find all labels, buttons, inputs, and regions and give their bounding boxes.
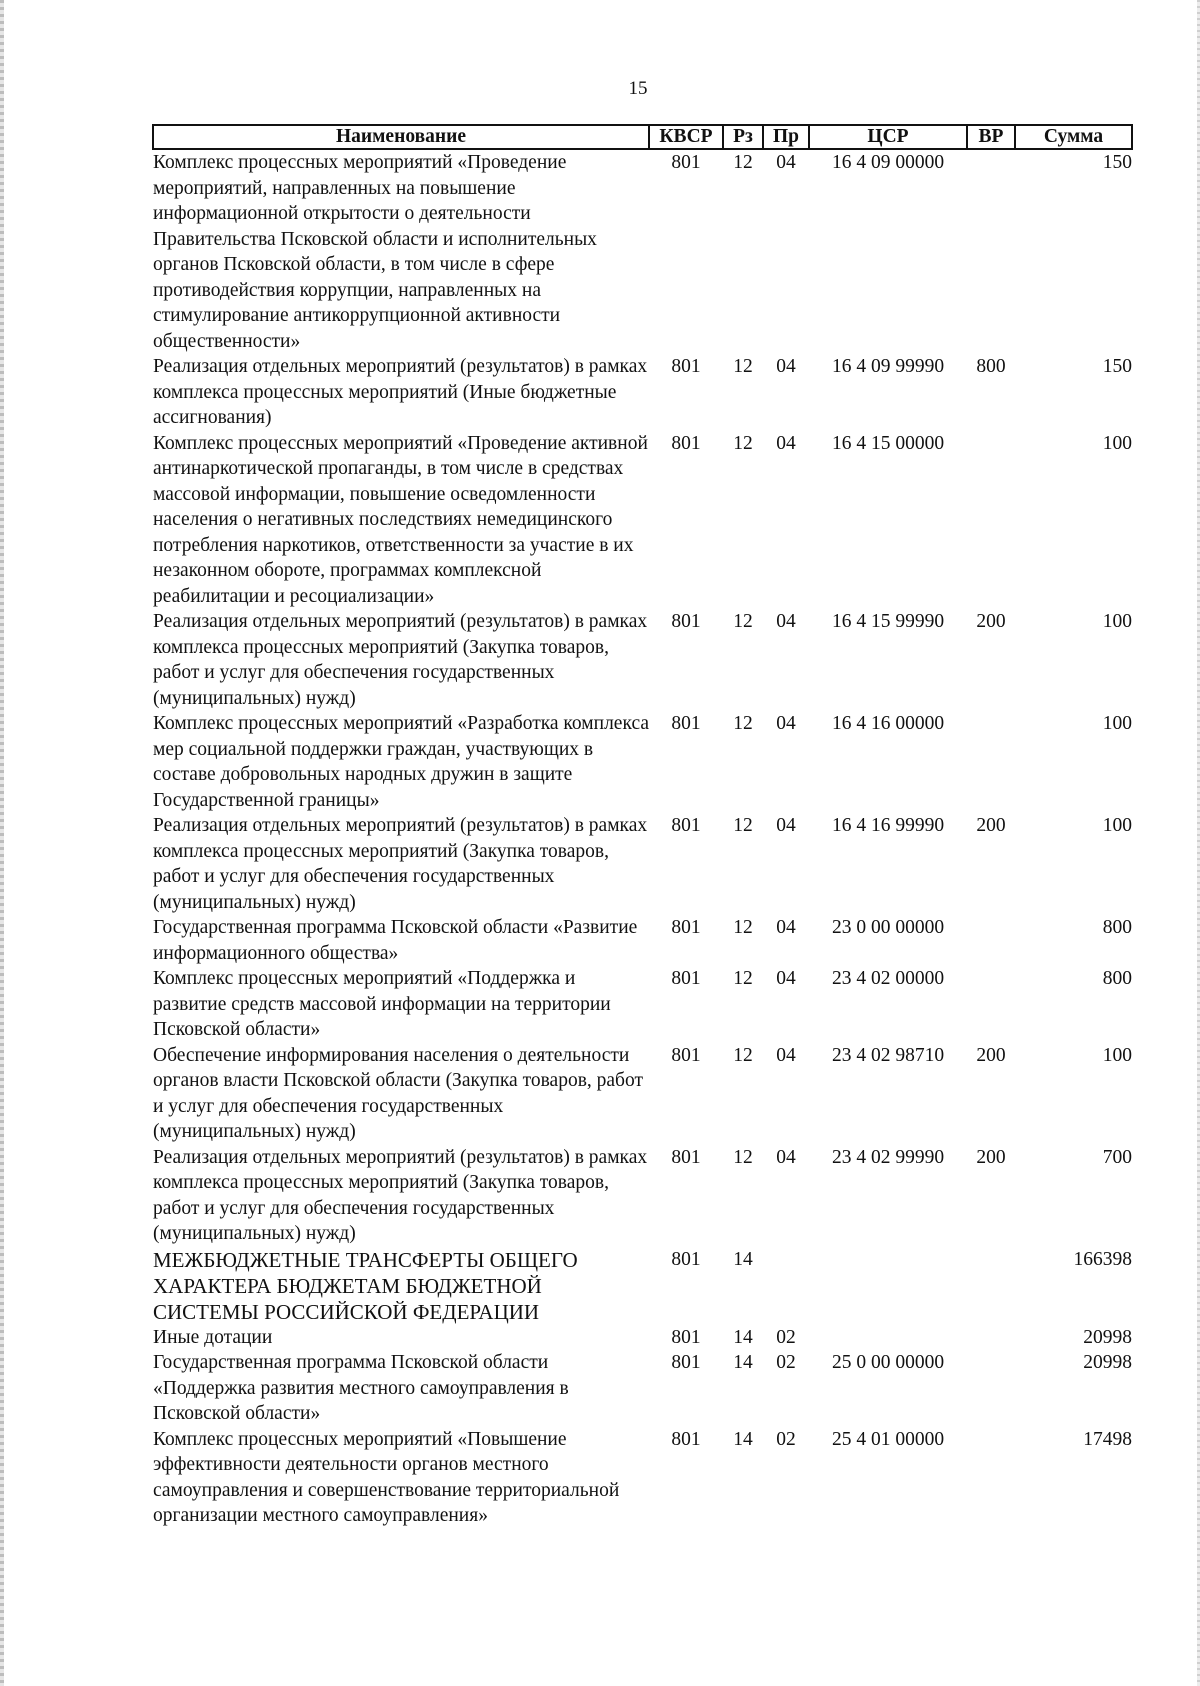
- cell-pr: 02: [776, 1326, 796, 1348]
- header-pr: Пр: [763, 125, 809, 149]
- cell-rz: 14: [733, 1326, 753, 1348]
- cell-sum: 800: [1102, 968, 1132, 989]
- cell-name: Комплекс процессных мероприятий «Поддержка и развитие средств массовой информации на территории Псковской области»: [153, 968, 611, 1040]
- cell-sum: 100: [1102, 611, 1132, 632]
- cell-rz: 12: [733, 1044, 753, 1066]
- cell-kvsr: 801: [671, 815, 701, 836]
- cell-pr: 04: [776, 1044, 796, 1066]
- cell-name: Государственная программа Псковской области «Развитие информационного общества»: [153, 917, 638, 964]
- cell-pr: 04: [776, 1146, 796, 1168]
- table-row: [153, 1043, 1132, 1145]
- cell-kvsr: 801: [671, 1146, 701, 1168]
- budget-table: [152, 124, 1133, 1529]
- cell-rz: 12: [733, 1146, 753, 1168]
- table-row: [153, 711, 1132, 813]
- table-row: [153, 813, 1132, 915]
- table-row: [153, 609, 1132, 711]
- cell-pr: 04: [776, 968, 796, 989]
- cell-vr: 200: [976, 1146, 1006, 1168]
- cell-sum: 17498: [1083, 1428, 1132, 1450]
- cell-name: Обеспечение информирования населения о деятельности органов власти Псковской области (Закупка товаров, работ и услуг для обеспечения государственных (муниципальных) нужд): [153, 1044, 643, 1142]
- cell-pr: 04: [776, 152, 796, 173]
- page-number: 15: [628, 78, 648, 99]
- cell-sum: 100: [1102, 713, 1132, 734]
- cell-kvsr: 801: [671, 1326, 701, 1348]
- cell-csr: 16 4 09 00000: [831, 152, 945, 173]
- table-row: [153, 1427, 1132, 1529]
- cell-sum: 166398: [1073, 1248, 1132, 1270]
- cell-sum: 20998: [1083, 1326, 1132, 1348]
- scan-edge-left: [0, 0, 4, 1686]
- cell-vr: 800: [976, 356, 1006, 377]
- cell-csr: 23 4 02 99990: [831, 1146, 945, 1168]
- cell-kvsr: 801: [671, 356, 701, 377]
- cell-kvsr: 801: [671, 1352, 701, 1373]
- header-vr: ВР: [967, 125, 1015, 149]
- table-row: [153, 1145, 1132, 1247]
- cell-kvsr: 801: [671, 152, 701, 173]
- table-row: [153, 149, 1132, 354]
- header-name: Наименование: [153, 125, 649, 149]
- cell-kvsr: 801: [671, 1248, 701, 1270]
- cell-pr: 04: [776, 917, 796, 938]
- cell-sum: 100: [1102, 815, 1132, 836]
- cell-kvsr: 801: [671, 611, 701, 632]
- cell-pr: 04: [776, 611, 796, 632]
- cell-sum: 700: [1102, 1146, 1132, 1168]
- cell-rz: 14: [733, 1248, 753, 1270]
- cell-name: Иные дотации: [153, 1326, 273, 1348]
- table-row: [153, 431, 1132, 610]
- cell-rz: 14: [733, 1428, 753, 1450]
- cell-pr: 04: [776, 432, 796, 454]
- cell-csr: 16 4 15 00000: [831, 432, 945, 454]
- cell-sum: 150: [1102, 152, 1132, 173]
- cell-sum: 100: [1102, 1044, 1132, 1066]
- cell-kvsr: 801: [671, 917, 701, 938]
- cell-vr: [967, 431, 1015, 610]
- cell-csr: 16 4 16 99990: [831, 815, 945, 836]
- cell-pr: 04: [776, 815, 796, 836]
- header-csr: ЦСР: [809, 125, 967, 149]
- cell-rz: 12: [733, 713, 753, 734]
- cell-sum: 100: [1102, 432, 1132, 454]
- cell-rz: 12: [733, 815, 753, 836]
- cell-pr: 04: [776, 713, 796, 734]
- cell-csr: [809, 1325, 967, 1351]
- cell-csr: 23 4 02 00000: [831, 968, 945, 989]
- cell-kvsr: 801: [671, 432, 701, 454]
- cell-vr: [967, 711, 1015, 813]
- cell-vr: [967, 1350, 1015, 1427]
- cell-vr: 200: [976, 611, 1006, 632]
- cell-csr: 16 4 16 00000: [831, 713, 945, 734]
- cell-vr: 200: [976, 1044, 1006, 1066]
- cell-kvsr: 801: [671, 1044, 701, 1066]
- cell-name: Комплекс процессных мероприятий «Разработка комплекса мер социальной поддержки граждан, участвующих в составе добровольных народных дружин в защите Государственной границы»: [153, 713, 649, 811]
- cell-vr: [967, 915, 1015, 966]
- cell-csr: 25 0 00 00000: [831, 1352, 945, 1373]
- cell-pr: [763, 1247, 809, 1325]
- cell-csr: 23 0 00 00000: [831, 917, 945, 938]
- cell-name: Реализация отдельных мероприятий (результатов) в рамках комплекса процессных мероприятий (Закупка товаров, работ и услуг для обеспечения государственных (муниципальных) нужд): [153, 815, 648, 913]
- cell-vr: [967, 1427, 1015, 1529]
- cell-sum: 150: [1102, 356, 1132, 377]
- cell-rz: 12: [733, 152, 753, 173]
- table-row: [153, 1247, 1132, 1325]
- cell-csr: [809, 1247, 967, 1325]
- cell-sum: 800: [1102, 917, 1132, 938]
- cell-csr: 16 4 09 99990: [831, 356, 945, 377]
- cell-name: Комплекс процессных мероприятий «Повышение эффективности деятельности органов местного самоуправления и совершенствование территориальной организации местного самоуправления»: [153, 1428, 620, 1526]
- cell-name: Государственная программа Псковской области «Поддержка развития местного самоуправления в Псковской области»: [153, 1352, 569, 1424]
- cell-kvsr: 801: [671, 968, 701, 989]
- cell-name: Реализация отдельных мероприятий (результатов) в рамках комплекса процессных мероприятий (Закупка товаров, работ и услуг для обеспечения государственных (муниципальных) нужд): [153, 1146, 648, 1244]
- table-row: [153, 354, 1132, 431]
- cell-rz: 12: [733, 432, 753, 454]
- table-row: [153, 966, 1132, 1043]
- cell-rz: 12: [733, 968, 753, 989]
- cell-rz: 12: [733, 917, 753, 938]
- cell-pr: 02: [776, 1428, 796, 1450]
- cell-name: Реализация отдельных мероприятий (результатов) в рамках комплекса процессных мероприятий (Иные бюджетные ассигнования): [153, 356, 648, 428]
- cell-name: Реализация отдельных мероприятий (результатов) в рамках комплекса процессных мероприятий (Закупка товаров, работ и услуг для обеспечения государственных (муниципальных) нужд): [153, 611, 648, 709]
- cell-rz: 12: [733, 356, 753, 377]
- cell-vr: 200: [976, 815, 1006, 836]
- table-row: [153, 915, 1132, 966]
- cell-vr: [967, 1325, 1015, 1351]
- cell-vr: [967, 149, 1015, 354]
- cell-vr: [967, 1247, 1015, 1325]
- table-body: [153, 149, 1132, 1529]
- table-header-row: [153, 125, 1132, 149]
- cell-sum: 20998: [1083, 1352, 1132, 1373]
- cell-rz: 14: [733, 1352, 753, 1373]
- cell-rz: 12: [733, 611, 753, 632]
- cell-vr: [967, 966, 1015, 1043]
- cell-name: Комплекс процессных мероприятий «Проведение активной антинаркотической пропаганды, в том числе в средствах массовой информации, повышение осведомленности населения о негативных последствиях немедицинского потребления наркотиков, ответственности за участие в их незаконном обороте, программах комплексной реабилитации и ресоциализации»: [153, 432, 648, 607]
- cell-csr: 25 4 01 00000: [831, 1428, 945, 1450]
- cell-csr: 23 4 02 98710: [831, 1044, 945, 1066]
- cell-pr: 02: [776, 1352, 796, 1373]
- cell-csr: 16 4 15 99990: [831, 611, 945, 632]
- cell-name: МЕЖБЮДЖЕТНЫЕ ТРАНСФЕРТЫ ОБЩЕГО ХАРАКТЕРА БЮДЖЕТАМ БЮДЖЕТНОЙ СИСТЕМЫ РОССИЙСКОЙ ФЕДЕРАЦИИ: [153, 1247, 578, 1324]
- cell-pr: 04: [776, 356, 796, 377]
- cell-kvsr: 801: [671, 1428, 701, 1450]
- header-rz: Рз: [723, 125, 763, 149]
- header-sum: Сумма: [1015, 125, 1132, 149]
- header-kvsr: КВСР: [649, 125, 723, 149]
- cell-name: Комплекс процессных мероприятий «Проведение мероприятий, направленных на повышение информационной открытости о деятельности Правительства Псковской области и исполнительных органов Псковской области, в том числе в сфере противодействия коррупции, направленных на стимулирование антикоррупционной активности общественности»: [153, 152, 597, 352]
- table-row: [153, 1350, 1132, 1427]
- table-row: [153, 1325, 1132, 1351]
- cell-kvsr: 801: [671, 713, 701, 734]
